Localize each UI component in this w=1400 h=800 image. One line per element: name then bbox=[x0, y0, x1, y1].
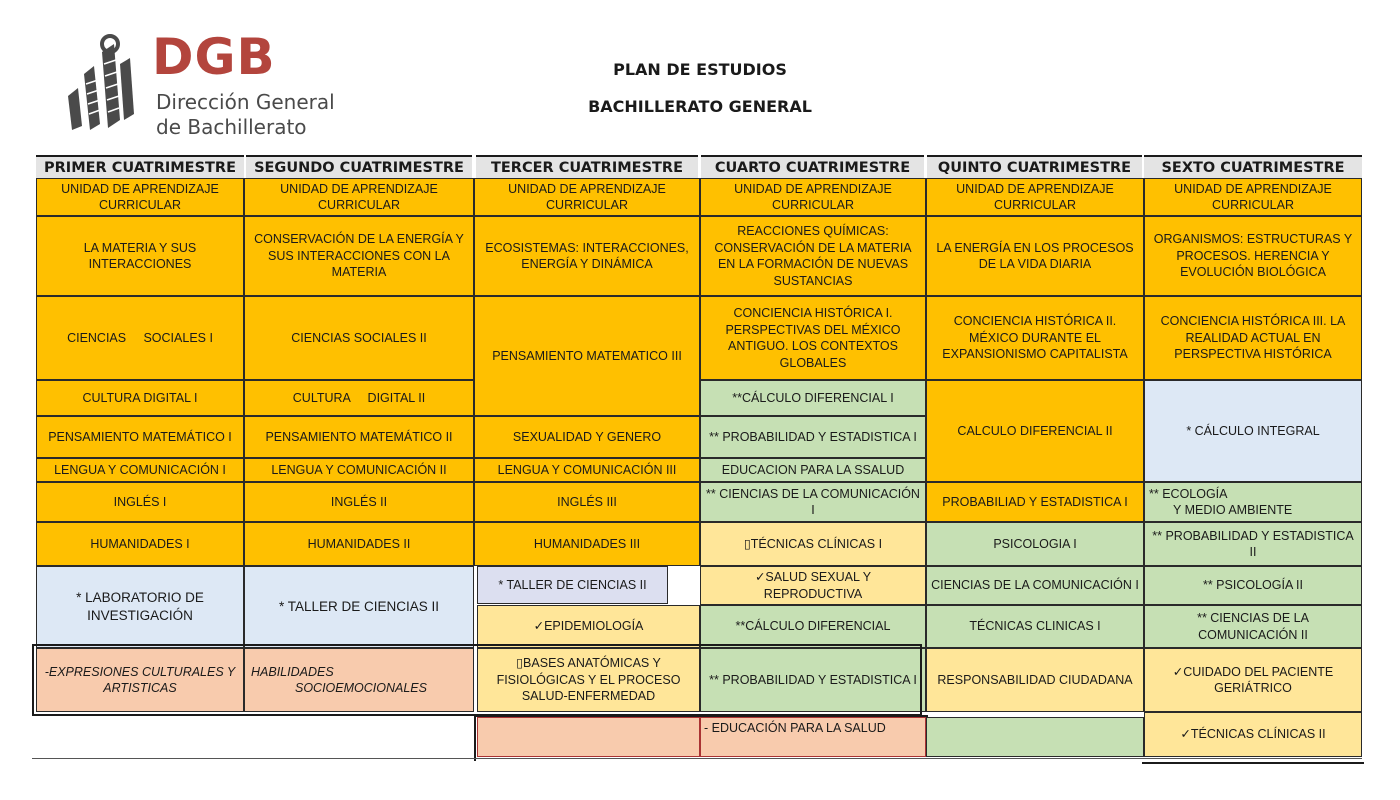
c2-ingles-2: INGLÉS II bbox=[244, 482, 474, 522]
c2-ciencias-sociales-2: CIENCIAS SOCIALES II bbox=[244, 296, 474, 380]
c2-humanidades-2: HUMANIDADES II bbox=[244, 522, 474, 566]
c3-unidad-curricular: UNIDAD DE APRENDIZAJE CURRICULAR bbox=[474, 178, 700, 216]
c2-taller-ciencias-2: * TALLER DE CIENCIAS II bbox=[244, 566, 474, 648]
c4-unidad-curricular: UNIDAD DE APRENDIZAJE CURRICULAR bbox=[700, 178, 926, 216]
c3-sexualidad-genero: SEXUALIDAD Y GENERO bbox=[474, 416, 700, 458]
header-segundo-cuatrimestre: SEGUNDO CUATRIMESTRE bbox=[246, 155, 472, 180]
c2-pensamiento-matematico-2: PENSAMIENTO MATEMÁTICO II bbox=[244, 416, 474, 458]
c2-lengua-comunicacion-2: LENGUA Y COMUNICACIÓN II bbox=[244, 458, 474, 482]
c4-tecnicas-clinicas-1: ▯TÉCNICAS CLÍNICAS I bbox=[700, 522, 926, 566]
c2-habilidades-socioemocionales bbox=[244, 648, 474, 712]
c5-energia-procesos: LA ENERGÍA EN LOS PROCESOS DE LA VIDA DIARIA bbox=[926, 216, 1144, 296]
c1-lengua-comunicacion-1: LENGUA Y COMUNICACIÓN I bbox=[36, 458, 244, 482]
c2-conservacion-energia: CONSERVACIÓN DE LA ENERGÍA Y SUS INTERACCIONES CON LA MATERIA bbox=[244, 216, 474, 296]
document-title: PLAN DE ESTUDIOS bbox=[613, 60, 787, 79]
table-bottom-rule bbox=[32, 758, 1362, 759]
col6-bottom-rule bbox=[1142, 762, 1364, 764]
document-subtitle: BACHILLERATO GENERAL bbox=[588, 97, 812, 116]
c5-ciencias-comunicacion-1: CIENCIAS DE LA COMUNICACIÓN I bbox=[926, 566, 1144, 605]
c1-unidad-curricular: UNIDAD DE APRENDIZAJE CURRICULAR bbox=[36, 178, 244, 216]
c4-conciencia-historica-1: CONCIENCIA HISTÓRICA I. PERSPECTIVAS DEL MÉXICO ANTIGUO. LOS CONTEXTOS GLOBALES bbox=[700, 296, 926, 380]
c5-probabilidad-estadistica: PROBABILIAD Y ESTADISTICA I bbox=[926, 482, 1144, 522]
c6-psicologia-2: ** PSICOLOGÍA II bbox=[1144, 566, 1362, 605]
c4-salud-sexual: ✓SALUD SEXUAL Y REPRODUCTIVA bbox=[700, 566, 926, 605]
c4-probabilidad-estadistica-1: ** PROBABILIDAD Y ESTADISTICA I bbox=[700, 416, 926, 458]
c5-tecnicas-clinicas-1: TÉCNICAS CLINICAS I bbox=[926, 605, 1144, 648]
logo-name-line2: de Bachillerato bbox=[156, 115, 307, 139]
c6-calculo-integral: * CÁLCULO INTEGRAL bbox=[1144, 380, 1362, 482]
header-sexto-cuatrimestre: SEXTO CUATRIMESTRE bbox=[1144, 155, 1362, 180]
logo-name-line1: Dirección General bbox=[156, 90, 335, 114]
c5-unidad-curricular: UNIDAD DE APRENDIZAJE CURRICULAR bbox=[926, 178, 1144, 216]
c1-pensamiento-matematico-1: PENSAMIENTO MATEMÁTICO I bbox=[36, 416, 244, 458]
c4-calculo-diferencial-1: **CÁLCULO DIFERENCIAL I bbox=[700, 380, 926, 416]
c2-habilidades-line2: SOCIOEMOCIONALES bbox=[295, 681, 427, 695]
c4-educacion-para-la-salud: - EDUCACIÓN PARA LA SALUD bbox=[700, 717, 926, 757]
c5-empty-green bbox=[926, 717, 1144, 757]
c6-organismos: ORGANISMOS: ESTRUCTURAS Y PROCESOS. HERENCIA Y EVOLUCIÓN BIOLÓGICA bbox=[1144, 216, 1362, 296]
c6-unidad-curricular: UNIDAD DE APRENDIZAJE CURRICULAR bbox=[1144, 178, 1362, 216]
c1-humanidades-1: HUMANIDADES I bbox=[36, 522, 244, 566]
c1-cultura-digital-1: CULTURA DIGITAL I bbox=[36, 380, 244, 416]
c3-bases-anatomicas: ▯BASES ANATÓMICAS Y FISIOLÓGICAS Y EL PROCESO SALUD-ENFERMEDAD bbox=[477, 648, 700, 712]
c5-conciencia-historica-2: CONCIENCIA HISTÓRICA II. MÉXICO DURANTE EL EXPANSIONISMO CAPITALISTA bbox=[926, 296, 1144, 380]
header-cuarto-cuatrimestre: CUARTO CUATRIMESTRE bbox=[701, 155, 924, 180]
c3-epidemiologia: ✓EPIDEMIOLOGÍA bbox=[477, 605, 700, 648]
header-quinto-cuatrimestre: QUINTO CUATRIMESTRE bbox=[927, 155, 1142, 180]
c1-expresiones-culturales: -EXPRESIONES CULTURALES Y ARTISTICAS bbox=[36, 648, 244, 712]
c3-taller-ciencias-2: * TALLER DE CIENCIAS II bbox=[477, 566, 668, 604]
c2-cultura-digital-2: CULTURA DIGITAL II bbox=[244, 380, 474, 416]
c3-humanidades-3: HUMANIDADES III bbox=[474, 522, 700, 566]
c4-calculo-diferencial: **CÁLCULO DIFERENCIAL bbox=[700, 605, 926, 648]
c5-responsabilidad-ciudadana: RESPONSABILIDAD CIUDADANA bbox=[926, 648, 1144, 712]
c6-conciencia-historica-3: CONCIENCIA HISTÓRICA III. LA REALIDAD ACTUAL EN PERSPECTIVA HISTÓRICA bbox=[1144, 296, 1362, 380]
c6-probabilidad-estadistica-2: ** PROBABILIDAD Y ESTADISTICA II bbox=[1144, 522, 1362, 566]
c6-tecnicas-clinicas-2: ✓TÉCNICAS CLÍNICAS II bbox=[1144, 712, 1362, 757]
dgb-logo bbox=[60, 28, 350, 139]
c2-habilidades-line1: HABILIDADES bbox=[251, 664, 334, 679]
logo-acronym: DGB bbox=[152, 28, 276, 86]
c3-empty-salmon bbox=[477, 717, 700, 757]
dgb-logo-mark-icon bbox=[60, 34, 138, 134]
c4-probabilidad-estadistica-1b: ** PROBABILIDAD Y ESTADISTICA I bbox=[700, 648, 926, 712]
c1-laboratorio-investigacion: * LABORATORIO DE INVESTIGACIÓN bbox=[36, 566, 244, 648]
c5-psicologia-1: PSICOLOGIA I bbox=[926, 522, 1144, 566]
c1-ingles-1: INGLÉS I bbox=[36, 482, 244, 522]
header-primer-cuatrimestre: PRIMER CUATRIMESTRE bbox=[36, 155, 244, 180]
c6-ciencias-comunicacion-2: ** CIENCIAS DE LA COMUNICACIÓN II bbox=[1144, 605, 1362, 648]
c1-ciencias-sociales-1: CIENCIAS SOCIALES I bbox=[36, 296, 244, 380]
c2-unidad-curricular: UNIDAD DE APRENDIZAJE CURRICULAR bbox=[244, 178, 474, 216]
c4-reacciones-quimicas: REACCIONES QUÍMICAS: CONSERVACIÓN DE LA MATERIA EN LA FORMACIÓN DE NUEVAS SUSTANCIAS bbox=[700, 216, 926, 296]
c5-calculo-diferencial-2: CALCULO DIFERENCIAL II bbox=[926, 380, 1144, 482]
c1-materia-interacciones: LA MATERIA Y SUS INTERACCIONES bbox=[36, 216, 244, 296]
c3-ecosistemas: ECOSISTEMAS: INTERACCIONES, ENERGÍA Y DINÁMICA bbox=[474, 216, 700, 296]
c4-educacion-salud: EDUCACION PARA LA SSALUD bbox=[700, 458, 926, 482]
c6-cuidado-paciente-geriatrico: ✓CUIDADO DEL PACIENTE GERIÁTRICO bbox=[1144, 648, 1362, 712]
c6-ecologia-line2: Y MEDIO AMBIENTE bbox=[1173, 503, 1293, 517]
c4-ciencias-comunicacion-1: ** CIENCIAS DE LA COMUNICACIÓN I bbox=[700, 482, 926, 522]
c6-ecologia-medio-ambiente bbox=[1144, 482, 1362, 522]
c6-ecologia-line1: ** ECOLOGÍA bbox=[1149, 486, 1228, 501]
c3-lengua-comunicacion-3: LENGUA Y COMUNICACIÓN III bbox=[474, 458, 700, 482]
c3-pensamiento-matematico-3: PENSAMIENTO MATEMATICO III bbox=[474, 296, 700, 416]
header-tercer-cuatrimestre: TERCER CUATRIMESTRE bbox=[476, 155, 698, 180]
c3-ingles-3: INGLÉS III bbox=[474, 482, 700, 522]
